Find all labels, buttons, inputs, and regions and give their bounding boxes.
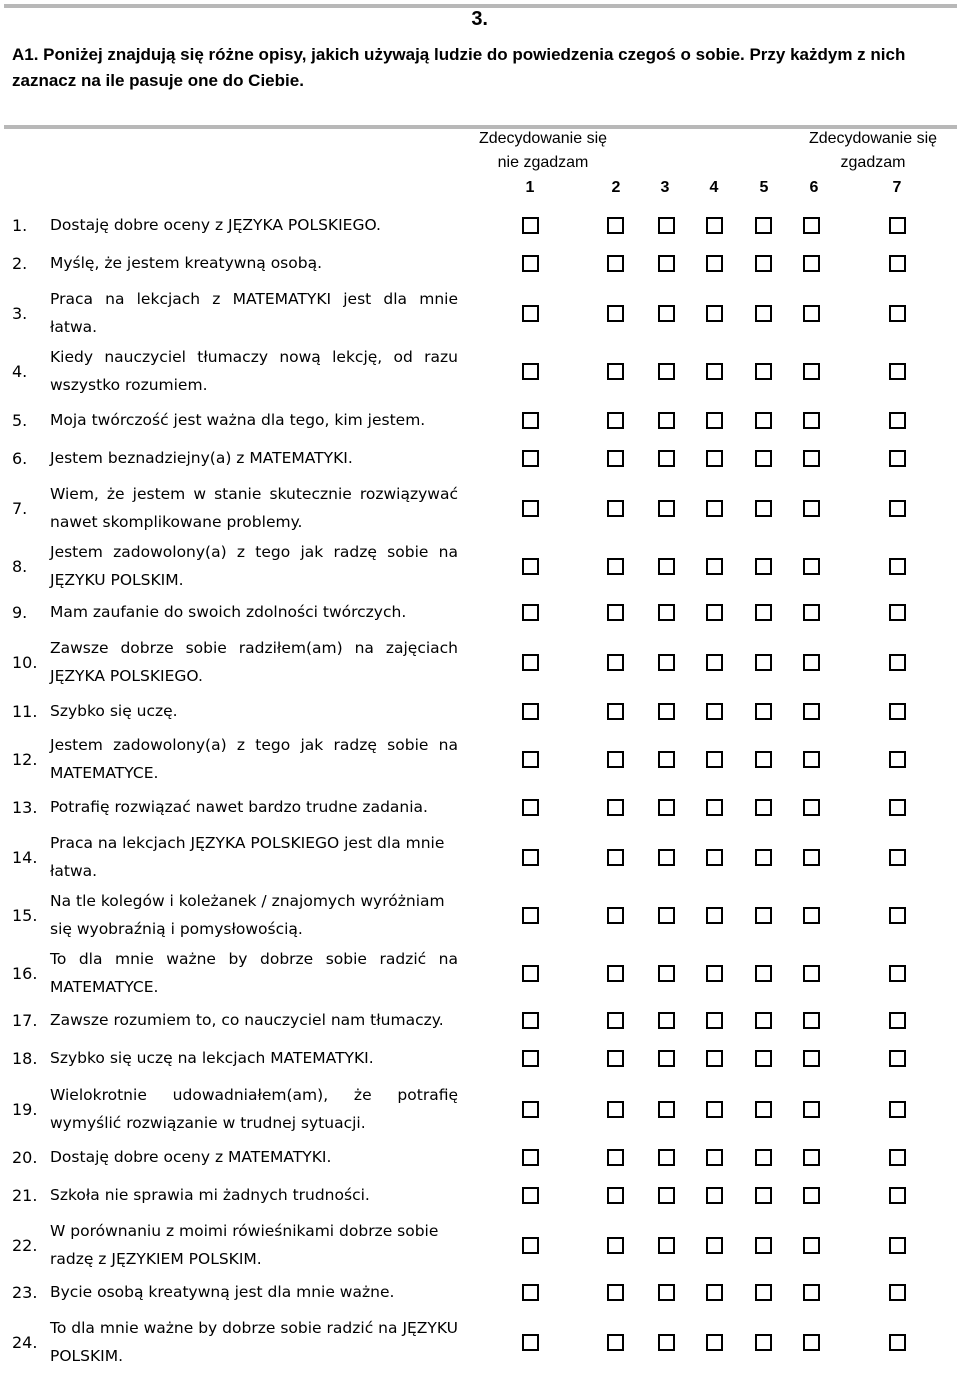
answer-checkbox-6[interactable] — [803, 412, 820, 429]
question-number: 23. — [12, 1283, 38, 1302]
question-number: 11. — [12, 702, 38, 721]
question-text: To dla mnie ważne by dobrze sobie radzić na JĘZYKU POLSKIM. — [50, 1319, 458, 1365]
answer-checkbox-7[interactable] — [889, 1284, 906, 1301]
answer-checkbox-5[interactable] — [755, 500, 772, 517]
answer-checkbox-5[interactable] — [755, 1101, 772, 1118]
answer-checkbox-1[interactable] — [522, 217, 539, 234]
answer-checkbox-6[interactable] — [803, 1149, 820, 1166]
scale-number-7: 7 — [892, 179, 902, 196]
answer-checkbox-7[interactable] — [889, 1187, 906, 1204]
answer-checkbox-6[interactable] — [803, 799, 820, 816]
answer-checkbox-2[interactable] — [607, 1101, 624, 1118]
answer-checkbox-5[interactable] — [755, 558, 772, 575]
answer-checkbox-7[interactable] — [889, 363, 906, 380]
answer-checkbox-4[interactable] — [706, 217, 723, 234]
answer-checkbox-7[interactable] — [889, 907, 906, 924]
answer-checkbox-4[interactable] — [706, 907, 723, 924]
answer-checkbox-3[interactable] — [658, 1050, 675, 1067]
answer-checkbox-5[interactable] — [755, 1284, 772, 1301]
answer-checkbox-7[interactable] — [889, 654, 906, 671]
question-text: Moja twórczość jest ważna dla tego, kim jestem. — [50, 411, 426, 429]
answer-checkbox-6[interactable] — [803, 654, 820, 671]
answer-checkbox-5[interactable] — [755, 1334, 772, 1351]
answer-checkbox-3[interactable] — [658, 965, 675, 982]
answer-checkbox-5[interactable] — [755, 654, 772, 671]
answer-checkbox-7[interactable] — [889, 1101, 906, 1118]
answer-checkbox-3[interactable] — [658, 363, 675, 380]
answer-checkbox-2[interactable] — [607, 305, 624, 322]
answer-checkbox-1[interactable] — [522, 363, 539, 380]
answer-checkbox-4[interactable] — [706, 703, 723, 720]
answer-checkbox-1[interactable] — [522, 450, 539, 467]
answer-checkbox-1[interactable] — [522, 799, 539, 816]
question-number: 6. — [12, 449, 28, 468]
answer-checkbox-3[interactable] — [658, 1237, 675, 1254]
answer-checkbox-6[interactable] — [803, 1187, 820, 1204]
question-row — [0, 1217, 960, 1275]
answer-checkbox-2[interactable] — [607, 1050, 624, 1067]
answer-checkbox-2[interactable] — [607, 1284, 624, 1301]
question-number: 24. — [12, 1333, 38, 1352]
answer-checkbox-3[interactable] — [658, 1187, 675, 1204]
answer-checkbox-6[interactable] — [803, 849, 820, 866]
question-row — [0, 1005, 960, 1037]
question-text: Dostaję dobre oceny z JĘZYKA POLSKIEGO. — [50, 216, 381, 234]
scale-right-label-line2: zgadzam — [840, 154, 906, 171]
answer-checkbox-1[interactable] — [522, 1284, 539, 1301]
answer-checkbox-4[interactable] — [706, 500, 723, 517]
answer-checkbox-4[interactable] — [706, 255, 723, 272]
answer-checkbox-3[interactable] — [658, 703, 675, 720]
answer-checkbox-7[interactable] — [889, 1334, 906, 1351]
answer-checkbox-2[interactable] — [607, 1149, 624, 1166]
answer-checkbox-4[interactable] — [706, 1101, 723, 1118]
question-text: Potrafię rozwiązać nawet bardzo trudne zadania. — [50, 798, 428, 816]
answer-checkbox-3[interactable] — [658, 1101, 675, 1118]
answer-checkbox-2[interactable] — [607, 412, 624, 429]
scale-number-1: 1 — [525, 179, 535, 196]
answer-checkbox-6[interactable] — [803, 907, 820, 924]
answer-checkbox-6[interactable] — [803, 1334, 820, 1351]
question-number: 1. — [12, 216, 28, 235]
instruction-text: A1. Poniżej znajdują się różne opisy, jakich używają ludzie do powiedzenia czegoś o sobie. Przy każdym z nich zaznacz na ile pasuje one do Ciebie. — [12, 45, 906, 90]
answer-checkbox-6[interactable] — [803, 1284, 820, 1301]
question-row — [0, 1043, 960, 1075]
answer-checkbox-5[interactable] — [755, 1237, 772, 1254]
question-text: Jestem beznadziejny(a) z MATEMATYKI. — [50, 449, 353, 467]
question-row — [0, 1081, 960, 1139]
question-row — [0, 792, 960, 824]
answer-checkbox-4[interactable] — [706, 305, 723, 322]
answer-checkbox-4[interactable] — [706, 412, 723, 429]
answer-checkbox-4[interactable] — [706, 965, 723, 982]
question-text: Mam zaufanie do swoich zdolności twórczych. — [50, 603, 407, 621]
answer-checkbox-5[interactable] — [755, 799, 772, 816]
answer-checkbox-7[interactable] — [889, 1050, 906, 1067]
question-row — [0, 1180, 960, 1212]
answer-checkbox-5[interactable] — [755, 305, 772, 322]
question-text: Szybko się uczę. — [50, 702, 178, 720]
answer-checkbox-3[interactable] — [658, 751, 675, 768]
question-number: 10. — [12, 653, 38, 672]
question-text: Jestem zadowolony(a) z tego jak radzę sobie na MATEMATYCE. — [50, 736, 458, 782]
question-number: 7. — [12, 499, 28, 518]
answer-checkbox-4[interactable] — [706, 1050, 723, 1067]
answer-checkbox-7[interactable] — [889, 751, 906, 768]
answer-checkbox-2[interactable] — [607, 799, 624, 816]
question-row — [0, 634, 960, 692]
answer-checkbox-3[interactable] — [658, 654, 675, 671]
question-number: 4. — [12, 362, 28, 381]
answer-checkbox-2[interactable] — [607, 1334, 624, 1351]
answer-checkbox-3[interactable] — [658, 849, 675, 866]
answer-checkbox-3[interactable] — [658, 450, 675, 467]
question-row — [0, 829, 960, 887]
question-number: 16. — [12, 964, 38, 983]
answer-checkbox-2[interactable] — [607, 1237, 624, 1254]
answer-checkbox-4[interactable] — [706, 799, 723, 816]
question-row — [0, 696, 960, 728]
answer-checkbox-6[interactable] — [803, 751, 820, 768]
scale-number-4: 4 — [709, 179, 719, 196]
answer-checkbox-3[interactable] — [658, 1012, 675, 1029]
answer-checkbox-6[interactable] — [803, 604, 820, 621]
answer-checkbox-4[interactable] — [706, 1012, 723, 1029]
answer-checkbox-7[interactable] — [889, 450, 906, 467]
question-row — [0, 405, 960, 437]
question-text: Myślę, że jestem kreatywną osobą. — [50, 254, 322, 272]
answer-checkbox-5[interactable] — [755, 412, 772, 429]
question-row — [0, 1314, 960, 1372]
answer-checkbox-5[interactable] — [755, 1149, 772, 1166]
question-number: 17. — [12, 1011, 38, 1030]
answer-checkbox-1[interactable] — [522, 412, 539, 429]
question-row — [0, 210, 960, 242]
answer-checkbox-4[interactable] — [706, 1334, 723, 1351]
scale-number-6: 6 — [809, 179, 819, 196]
question-text: Szkoła nie sprawia mi żadnych trudności. — [50, 1186, 370, 1204]
question-text: W porównaniu z moimi rówieśnikami dobrze sobie radzę z JĘZYKIEM POLSKIM. — [50, 1222, 439, 1268]
answer-checkbox-7[interactable] — [889, 799, 906, 816]
question-number: 3. — [12, 304, 28, 323]
answer-checkbox-1[interactable] — [522, 1187, 539, 1204]
question-number: 9. — [12, 603, 28, 622]
answer-checkbox-1[interactable] — [522, 703, 539, 720]
answer-checkbox-5[interactable] — [755, 1012, 772, 1029]
page-number: 3. — [471, 8, 488, 30]
question-number: 19. — [12, 1100, 38, 1119]
answer-checkbox-6[interactable] — [803, 703, 820, 720]
answer-checkbox-3[interactable] — [658, 558, 675, 575]
answer-checkbox-7[interactable] — [889, 1237, 906, 1254]
answer-checkbox-5[interactable] — [755, 907, 772, 924]
answer-checkbox-6[interactable] — [803, 305, 820, 322]
answer-checkbox-7[interactable] — [889, 217, 906, 234]
answer-checkbox-1[interactable] — [522, 558, 539, 575]
answer-checkbox-7[interactable] — [889, 1012, 906, 1029]
question-text: Jestem zadowolony(a) z tego jak radzę sobie na JĘZYKU POLSKIM. — [50, 543, 458, 589]
answer-checkbox-3[interactable] — [658, 1284, 675, 1301]
answer-checkbox-5[interactable] — [755, 604, 772, 621]
question-text: Wiem, że jestem w stanie skutecznie rozwiązywać nawet skomplikowane problemy. — [50, 485, 458, 531]
scale-left-label — [468, 127, 618, 175]
answer-checkbox-1[interactable] — [522, 751, 539, 768]
answer-checkbox-4[interactable] — [706, 363, 723, 380]
question-text: Kiedy nauczyciel tłumaczy nową lekcję, od razu wszystko rozumiem. — [50, 348, 458, 394]
question-row — [0, 1277, 960, 1309]
answer-checkbox-7[interactable] — [889, 849, 906, 866]
answer-checkbox-3[interactable] — [658, 217, 675, 234]
answer-checkbox-4[interactable] — [706, 558, 723, 575]
answer-checkbox-5[interactable] — [755, 751, 772, 768]
answer-checkbox-7[interactable] — [889, 412, 906, 429]
answer-checkbox-4[interactable] — [706, 1149, 723, 1166]
scale-right-label — [798, 127, 948, 175]
question-number: 18. — [12, 1049, 38, 1068]
answer-checkbox-6[interactable] — [803, 1050, 820, 1067]
answer-checkbox-7[interactable] — [889, 500, 906, 517]
question-number: 2. — [12, 254, 28, 273]
question-number: 8. — [12, 557, 28, 576]
answer-checkbox-1[interactable] — [522, 1101, 539, 1118]
scale-right-label-line1: Zdecydowanie się — [808, 130, 938, 147]
answer-checkbox-4[interactable] — [706, 604, 723, 621]
answer-checkbox-1[interactable] — [522, 305, 539, 322]
answer-checkbox-6[interactable] — [803, 450, 820, 467]
answer-checkbox-4[interactable] — [706, 1284, 723, 1301]
question-number: 13. — [12, 798, 38, 817]
answer-checkbox-6[interactable] — [803, 965, 820, 982]
answer-checkbox-4[interactable] — [706, 654, 723, 671]
scale-number-5: 5 — [759, 179, 769, 196]
answer-checkbox-2[interactable] — [607, 450, 624, 467]
question-text: Zawsze rozumiem to, co nauczyciel nam tłumaczy. — [50, 1011, 444, 1029]
answer-checkbox-6[interactable] — [803, 255, 820, 272]
question-text: Szybko się uczę na lekcjach MATEMATYKI. — [50, 1049, 374, 1067]
answer-checkbox-2[interactable] — [607, 604, 624, 621]
answer-checkbox-7[interactable] — [889, 965, 906, 982]
question-row — [0, 248, 960, 280]
scale-left-label-line2: nie zgadzam — [497, 154, 589, 171]
question-text: To dla mnie ważne by dobrze sobie radzić na MATEMATYCE. — [50, 950, 458, 996]
answer-checkbox-1[interactable] — [522, 604, 539, 621]
answer-checkbox-2[interactable] — [607, 907, 624, 924]
answer-checkbox-2[interactable] — [607, 500, 624, 517]
answer-checkbox-7[interactable] — [889, 255, 906, 272]
question-number: 14. — [12, 848, 38, 867]
question-row — [0, 1142, 960, 1174]
question-number: 12. — [12, 750, 38, 769]
question-number: 21. — [12, 1186, 38, 1205]
scale-number-2: 2 — [611, 179, 621, 196]
answer-checkbox-2[interactable] — [607, 751, 624, 768]
question-row — [0, 443, 960, 475]
answer-checkbox-1[interactable] — [522, 1334, 539, 1351]
question-row — [0, 887, 960, 945]
answer-checkbox-2[interactable] — [607, 363, 624, 380]
answer-checkbox-6[interactable] — [803, 558, 820, 575]
scale-number-3: 3 — [660, 179, 670, 196]
question-row — [0, 285, 960, 343]
answer-checkbox-5[interactable] — [755, 1050, 772, 1067]
answer-checkbox-2[interactable] — [607, 703, 624, 720]
answer-checkbox-3[interactable] — [658, 305, 675, 322]
answer-checkbox-5[interactable] — [755, 703, 772, 720]
answer-checkbox-4[interactable] — [706, 1187, 723, 1204]
answer-checkbox-5[interactable] — [755, 849, 772, 866]
answer-checkbox-7[interactable] — [889, 305, 906, 322]
answer-checkbox-6[interactable] — [803, 217, 820, 234]
answer-checkbox-1[interactable] — [522, 965, 539, 982]
question-text: Praca na lekcjach JĘZYKA POLSKIEGO jest dla mnie łatwa. — [50, 834, 445, 880]
answer-checkbox-5[interactable] — [755, 217, 772, 234]
answer-checkbox-1[interactable] — [522, 255, 539, 272]
answer-checkbox-6[interactable] — [803, 1237, 820, 1254]
answer-checkbox-1[interactable] — [522, 1012, 539, 1029]
question-row — [0, 731, 960, 789]
answer-checkbox-5[interactable] — [755, 255, 772, 272]
answer-checkbox-3[interactable] — [658, 1149, 675, 1166]
answer-checkbox-2[interactable] — [607, 217, 624, 234]
answer-checkbox-4[interactable] — [706, 450, 723, 467]
answer-checkbox-3[interactable] — [658, 412, 675, 429]
answer-checkbox-5[interactable] — [755, 363, 772, 380]
question-row — [0, 343, 960, 401]
question-text: Na tle kolegów i koleżanek / znajomych wyróżniam się wyobraźnią i pomysłowością. — [50, 892, 445, 938]
answer-checkbox-3[interactable] — [658, 1334, 675, 1351]
answer-checkbox-5[interactable] — [755, 965, 772, 982]
answer-checkbox-2[interactable] — [607, 255, 624, 272]
question-number: 20. — [12, 1148, 38, 1167]
answer-checkbox-2[interactable] — [607, 1187, 624, 1204]
answer-checkbox-7[interactable] — [889, 604, 906, 621]
answer-checkbox-2[interactable] — [607, 1012, 624, 1029]
scale-left-label-line1: Zdecydowanie się — [478, 130, 608, 147]
answer-checkbox-2[interactable] — [607, 849, 624, 866]
answer-checkbox-3[interactable] — [658, 604, 675, 621]
answer-checkbox-5[interactable] — [755, 450, 772, 467]
answer-checkbox-5[interactable] — [755, 1187, 772, 1204]
answer-checkbox-4[interactable] — [706, 1237, 723, 1254]
answer-checkbox-6[interactable] — [803, 1012, 820, 1029]
answer-checkbox-2[interactable] — [607, 654, 624, 671]
answer-checkbox-7[interactable] — [889, 558, 906, 575]
answer-checkbox-1[interactable] — [522, 1237, 539, 1254]
answer-checkbox-2[interactable] — [607, 558, 624, 575]
question-number: 22. — [12, 1236, 38, 1255]
answer-checkbox-3[interactable] — [658, 500, 675, 517]
question-row — [0, 480, 960, 538]
question-text: Zawsze dobrze sobie radziłem(am) na zajęciach JĘZYKA POLSKIEGO. — [50, 639, 458, 685]
answer-checkbox-1[interactable] — [522, 1149, 539, 1166]
answer-checkbox-1[interactable] — [522, 500, 539, 517]
question-text: Bycie osobą kreatywną jest dla mnie ważne. — [50, 1283, 395, 1301]
answer-checkbox-1[interactable] — [522, 1050, 539, 1067]
question-number: 5. — [12, 411, 28, 430]
answer-checkbox-3[interactable] — [658, 255, 675, 272]
answer-checkbox-3[interactable] — [658, 799, 675, 816]
answer-checkbox-1[interactable] — [522, 849, 539, 866]
question-text: Praca na lekcjach z MATEMATYKI jest dla mnie łatwa. — [50, 290, 458, 336]
answer-checkbox-3[interactable] — [658, 907, 675, 924]
question-text: Dostaję dobre oceny z MATEMATYKI. — [50, 1148, 332, 1166]
question-row — [0, 597, 960, 629]
answer-checkbox-7[interactable] — [889, 703, 906, 720]
question-text: Wielokrotnie udowadniałem(am), że potrafię wymyślić rozwiązanie w trudnej sytuacji. — [50, 1086, 458, 1132]
question-number: 15. — [12, 906, 38, 925]
answer-checkbox-7[interactable] — [889, 1149, 906, 1166]
answer-checkbox-6[interactable] — [803, 363, 820, 380]
answer-checkbox-4[interactable] — [706, 751, 723, 768]
question-row — [0, 945, 960, 1003]
answer-checkbox-2[interactable] — [607, 965, 624, 982]
answer-checkbox-1[interactable] — [522, 907, 539, 924]
question-row — [0, 538, 960, 596]
answer-checkbox-6[interactable] — [803, 1101, 820, 1118]
answer-checkbox-6[interactable] — [803, 500, 820, 517]
answer-checkbox-4[interactable] — [706, 849, 723, 866]
answer-checkbox-1[interactable] — [522, 654, 539, 671]
